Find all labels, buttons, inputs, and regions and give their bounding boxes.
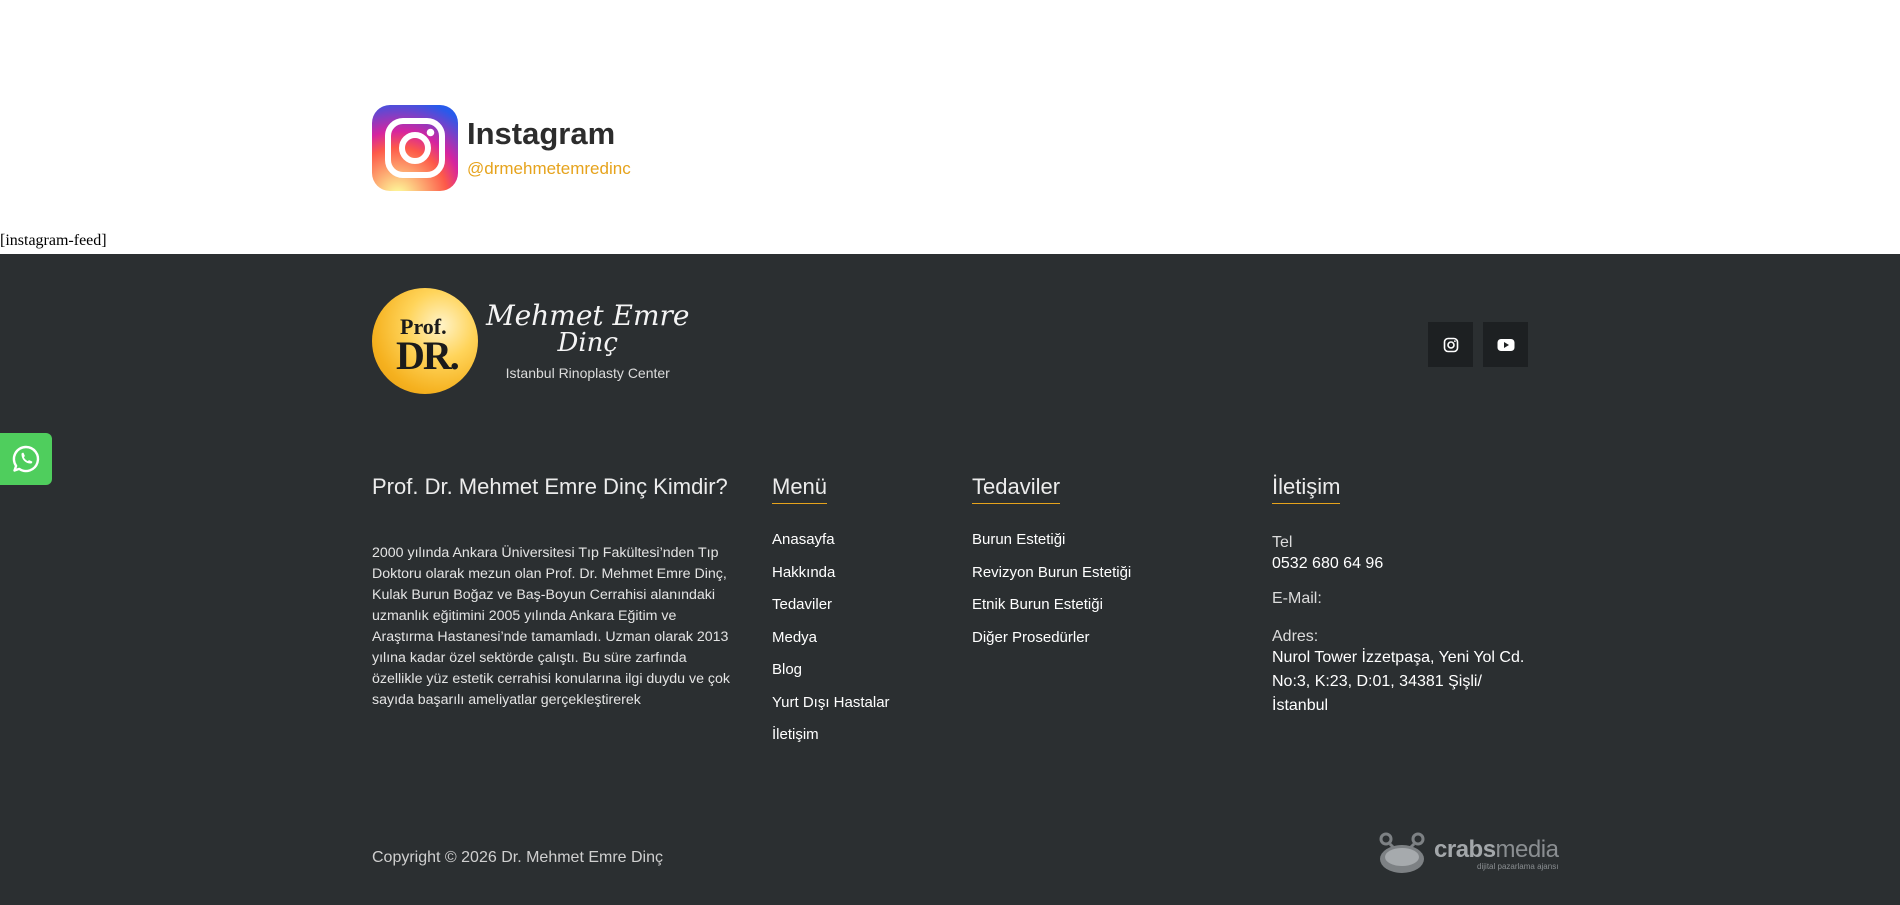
menu-link-hakkinda[interactable]: Hakkında bbox=[772, 563, 836, 581]
contact-heading: İletişim bbox=[1272, 474, 1340, 504]
menu-link-tedaviler[interactable]: Tedaviler bbox=[772, 596, 833, 613]
instagram-title: Instagram bbox=[467, 115, 616, 151]
footer-logo[interactable] bbox=[372, 288, 690, 394]
instagram-icon bbox=[1443, 337, 1459, 353]
footer-menu-column bbox=[772, 474, 890, 759]
treatment-link-diger[interactable]: Diğer Prosedürler bbox=[972, 628, 1090, 646]
youtube-icon bbox=[1497, 338, 1515, 352]
treatments-heading: Tedaviler bbox=[972, 474, 1060, 504]
logo-badge bbox=[372, 288, 478, 394]
contact-address-label: Adres: bbox=[1272, 628, 1319, 645]
menu-link-medya[interactable]: Medya bbox=[772, 628, 818, 646]
footer-youtube-button[interactable] bbox=[1483, 322, 1528, 367]
whatsapp-float-button[interactable] bbox=[0, 433, 52, 485]
logo-subtitle: Istanbul Rinoplasty Center bbox=[505, 365, 670, 382]
about-heading: Prof. Dr. Mehmet Emre Dinç Kimdir? bbox=[372, 474, 728, 499]
agency-name-light: media bbox=[1495, 835, 1559, 863]
treatment-link-etnik[interactable]: Etnik Burun Estetiği bbox=[972, 596, 1103, 613]
agency-logo[interactable] bbox=[1376, 832, 1558, 876]
instagram-logo-icon[interactable] bbox=[372, 105, 458, 191]
contact-email-label: E-Mail: bbox=[1272, 590, 1322, 607]
agency-tagline: dijital pazarlama ajansı bbox=[1477, 861, 1559, 871]
about-text: 2000 yılında Ankara Üniversitesi Tıp Fakültesi’nden Tıp Doktoru olarak mezun olan Prof. Dr. Mehmet Emre Dinç, Kulak Burun Boğaz ve Baş-Boyun Cerrahisi alanındaki uzmanlık eğitimini 2005 yılında Ankara Eğitim ve Araştırma Hastanesi’nde tamamladı. Uzman olarak 2013 yılına kadar özel sektörde çalıştı. Bu süre zarfında özellikle yüz estetik cerrahisi konularına ilgi duydu ve çok sayıda başarılı ameliyatlar gerçekleştirerek bbox=[372, 545, 731, 708]
contact-tel-link[interactable]: 0532 680 64 96 bbox=[1272, 555, 1384, 572]
footer-instagram-button[interactable] bbox=[1428, 322, 1473, 367]
logo-badge-dr: DR. bbox=[396, 333, 458, 378]
contact-address: Nurol Tower İzzetpaşa, Yeni Yol Cd. No:3, K:23, D:01, 34381 Şişli/ İstanbul bbox=[1272, 649, 1525, 714]
agency-name-bold: crabs bbox=[1434, 835, 1496, 863]
logo-signature-name: Mehmet Emre bbox=[486, 298, 690, 332]
logo-signature-surname: Dinç bbox=[557, 328, 618, 359]
instagram-feed-shortcode: [instagram-feed] bbox=[0, 232, 107, 249]
menu-link-yurt-disi-hastalar[interactable]: Yurt Dışı Hastalar bbox=[772, 693, 890, 711]
contact-tel-label: Tel bbox=[1272, 534, 1293, 551]
copyright-text: Copyright © 2026 Dr. Mehmet Emre Dinç bbox=[372, 849, 664, 866]
menu-link-iletisim[interactable]: İletişim bbox=[772, 726, 819, 743]
treatment-link-burun-estetigi[interactable]: Burun Estetiği bbox=[972, 531, 1066, 548]
footer-about-column bbox=[372, 474, 738, 711]
crab-icon bbox=[1376, 832, 1428, 876]
menu-link-blog[interactable]: Blog bbox=[772, 661, 803, 678]
menu-link-anasayfa[interactable]: Anasayfa bbox=[772, 531, 835, 548]
instagram-header bbox=[372, 105, 631, 191]
instagram-handle-link[interactable]: @drmehmetemredinc bbox=[467, 159, 631, 179]
whatsapp-icon bbox=[10, 443, 42, 475]
treatment-link-revizyon[interactable]: Revizyon Burun Estetiği bbox=[972, 563, 1132, 581]
site-footer bbox=[0, 254, 1900, 905]
footer-treatments-column bbox=[972, 474, 1131, 661]
footer-contact-column bbox=[1272, 474, 1542, 718]
logo-badge-prof: Prof. bbox=[400, 314, 447, 339]
menu-heading: Menü bbox=[772, 474, 827, 504]
